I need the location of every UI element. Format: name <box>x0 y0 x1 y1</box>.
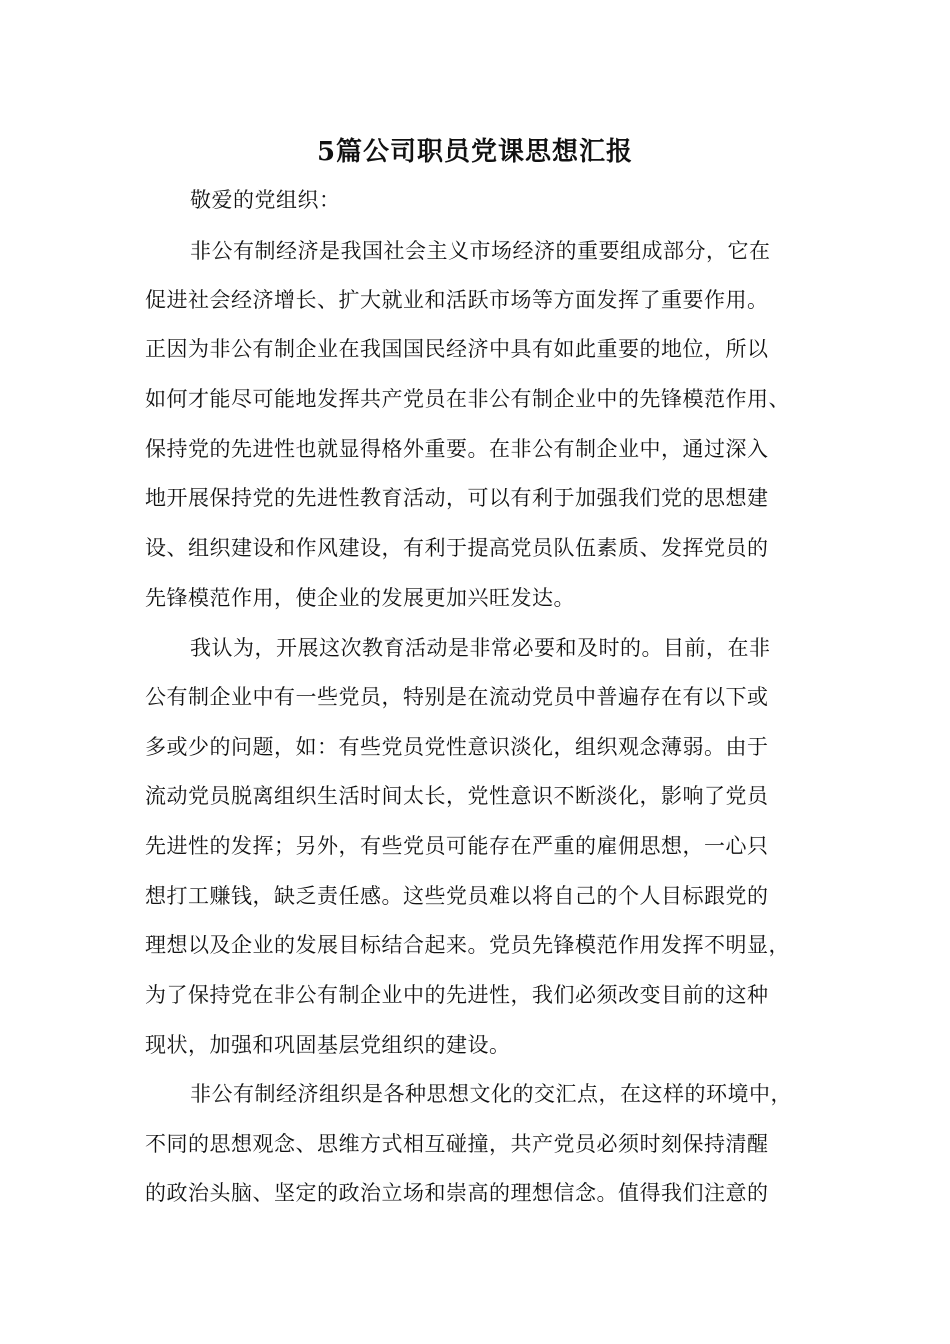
text-line: 现状，加强和巩固基层党组织的建设。 <box>145 1033 511 1057</box>
text-line: 先锋模范作用，使企业的发展更加兴旺发达。 <box>145 586 575 610</box>
text-line: 不同的思想观念、思维方式相互碰撞，共产党员必须时刻保持清醒 <box>145 1132 769 1156</box>
text-line: 设、组织建设和作风建设，有利于提高党员队伍素质、发挥党员的 <box>145 536 769 560</box>
text-line: 公有制企业中有一些党员，特别是在流动党员中普遍存在有以下或 <box>145 685 769 709</box>
text-line: 非公有制经济组织是各种思想文化的交汇点，在这样的环境中， <box>190 1082 792 1106</box>
text-line: 为了保持党在非公有制企业中的先进性，我们必须改变目前的这种 <box>145 983 769 1007</box>
text-line: 如何才能尽可能地发挥共产党员在非公有制企业中的先锋模范作用、 <box>145 387 790 411</box>
text-line: 理想以及企业的发展目标结合起来。党员先锋模范作用发挥不明显， <box>145 933 790 957</box>
text-line: 保持党的先进性也就显得格外重要。在非公有制企业中，通过深入 <box>145 437 769 461</box>
document-title: 5篇公司职员党课思想汇报 <box>316 137 634 167</box>
text-line: 非公有制经济是我国社会主义市场经济的重要组成部分，它在 <box>190 239 771 263</box>
salutation: 敬爱的党组织： <box>190 188 341 212</box>
text-line: 多或少的问题，如：有些党员党性意识淡化，组织观念薄弱。由于 <box>145 735 769 759</box>
text-line: 正因为非公有制企业在我国国民经济中具有如此重要的地位，所以 <box>145 337 769 361</box>
text-line: 我认为，开展这次教育活动是非常必要和及时的。目前，在非 <box>190 636 771 660</box>
text-line: 的政治头脑、坚定的政治立场和崇高的理想信念。值得我们注意的 <box>145 1181 769 1205</box>
text-line: 想打工赚钱，缺乏责任感。这些党员难以将自己的个人目标跟党的 <box>145 884 769 908</box>
text-line: 流动党员脱离组织生活时间太长，党性意识不断淡化，影响了党员 <box>145 784 769 808</box>
text-line: 先进性的发挥；另外，有些党员可能存在严重的雇佣思想，一心只 <box>145 834 769 858</box>
text-line: 促进社会经济增长、扩大就业和活跃市场等方面发挥了重要作用。 <box>145 288 769 312</box>
text-line: 地开展保持党的先进性教育活动，可以有利于加强我们党的思想建 <box>145 486 769 510</box>
